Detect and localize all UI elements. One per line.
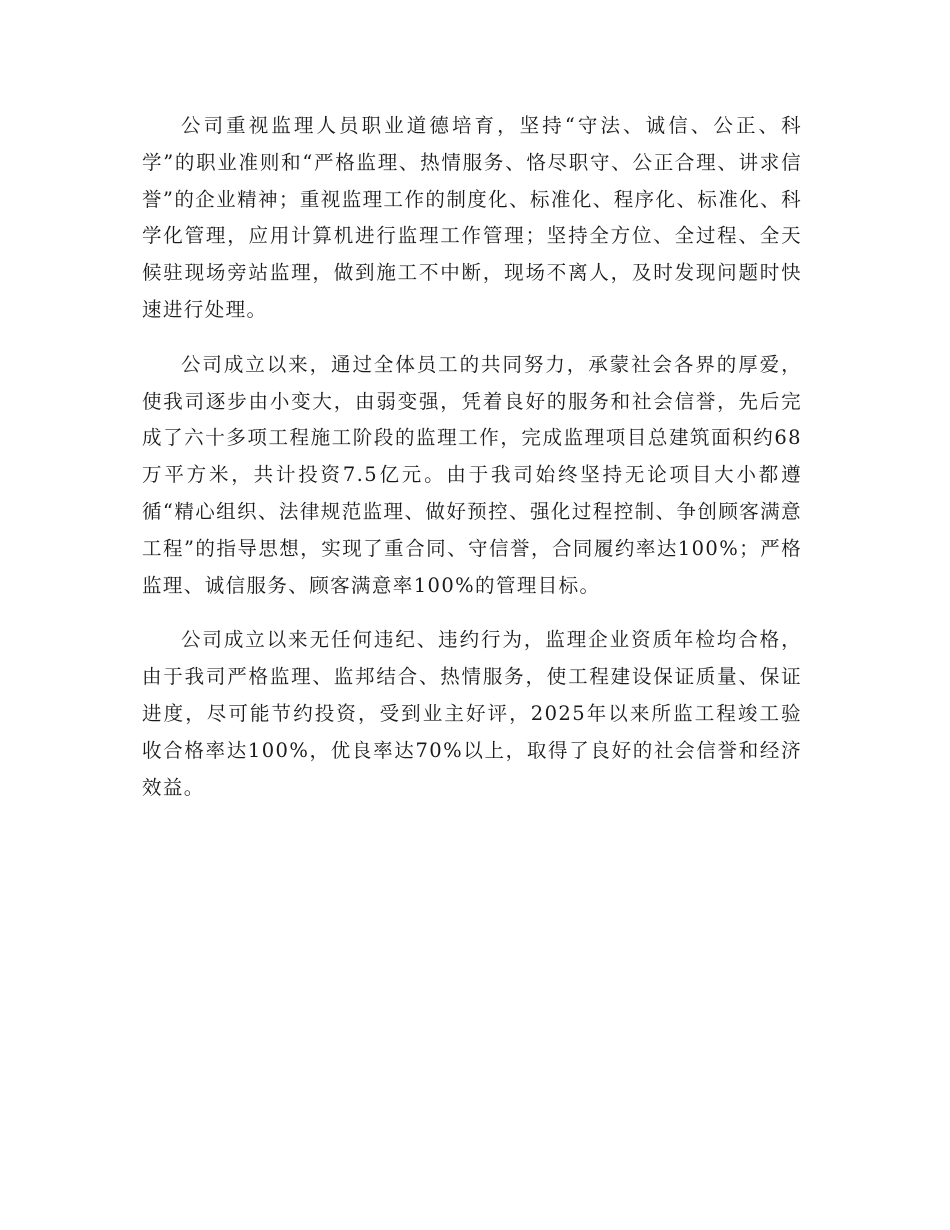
paragraph-quality-record: 公司成立以来无任何违纪、违约行为，监理企业资质年检均合格，由于我司严格监理、监邦结合、热情服务，使工程建设保证质量、保证进度，尽可能节约投资，受到业主好评，2025年以来所监工程竣工验收合格率达100%，优良率达70%以上，取得了良好的社会信誉和经济效益。 <box>142 628 802 799</box>
paragraph-company-achievements: 公司成立以来，通过全体员工的共同努力，承蒙社会各界的厚爱，使我司逐步由小变大，由弱变强，凭着良好的服务和社会信誉，先后完成了六十多项工程施工阶段的监理工作，完成监理项目总建筑面积约68万平方米，共计投资7.5亿元。由于我司始终坚持无论项目大小都遵循“精心组织、法律规范监理、做好预控、强化过程控制、争创顾客满意工程”的指导思想，实现了重合同、守信誉，合同履约率达100%；严格监理、诚信服务、顾客满意率100%的管理目标。 <box>142 352 802 597</box>
paragraph-supervision-ethics: 公司重视监理人员职业道德培育，坚持“守法、诚信、公正、科学”的职业准则和“严格监理、热情服务、恪尽职守、公正合理、讲求信誉”的企业精神；重视监理工作的制度化、标准化、程序化、标准化、科学化管理，应用计算机进行监理工作管理；坚持全方位、全过程、全天候驻现场旁站监理，做到施工不中断，现场不离人，及时发现问题时快速进行处理。 <box>142 114 802 321</box>
document-body <box>142 108 802 824</box>
